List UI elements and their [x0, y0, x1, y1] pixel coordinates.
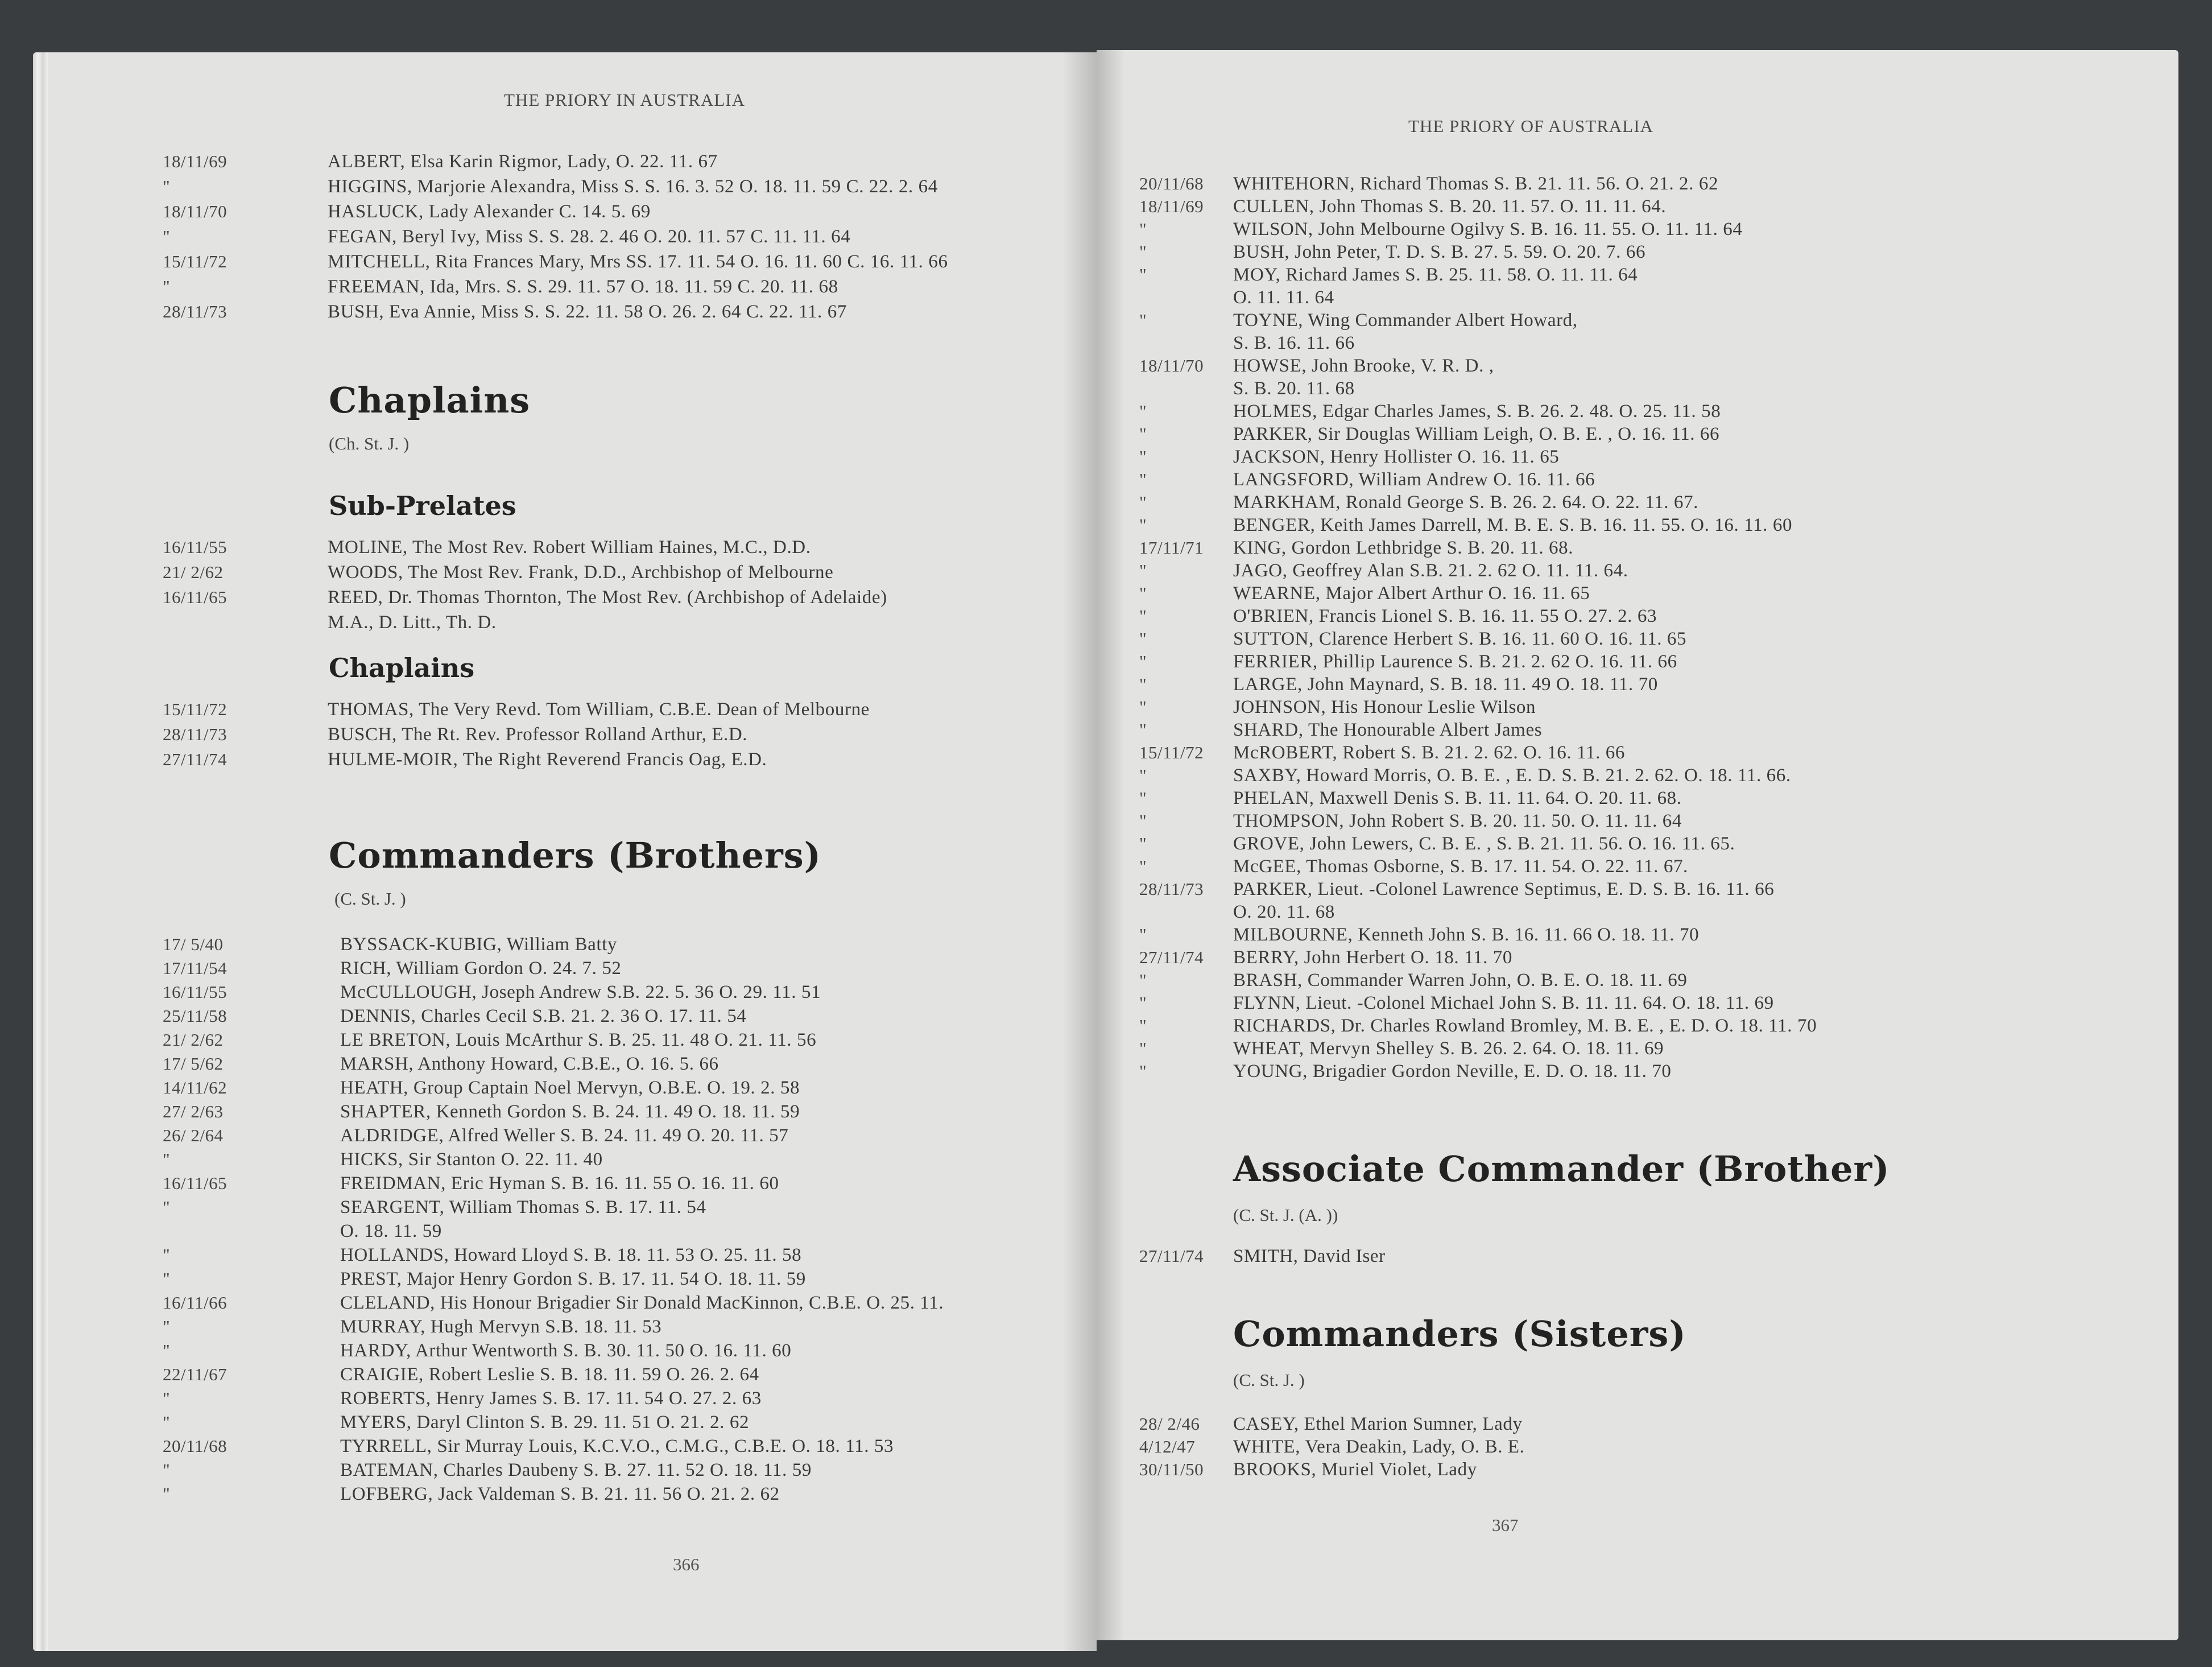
entry-date: ": [1139, 1016, 1147, 1035]
entry-text: BUSH, Eva Annie, Miss S. S. 22. 11. 58 O. 26. 2. 64 C. 22. 11. 67: [328, 302, 847, 322]
entry-text: SHARD, The Honourable Albert James: [1233, 720, 1543, 740]
entry-text: M.A., D. Litt., Th. D.: [328, 612, 497, 633]
entry-text: CRAIGIE, Robert Leslie S. B. 18. 11. 59 O. 26. 2. 64: [340, 1364, 759, 1385]
entry-date: 28/11/73: [163, 724, 228, 744]
entry-date: ": [1139, 401, 1147, 421]
entry-date: ": [1139, 219, 1147, 239]
entry-text: RICHARDS, Dr. Charles Rowland Bromley, M. B. E. , E. D. O. 18. 11. 70: [1233, 1016, 1817, 1036]
entry-date: 16/11/55: [163, 982, 228, 1002]
entry-text: ALDRIDGE, Alfred Weller S. B. 24. 11. 49 O. 20. 11. 57: [340, 1125, 789, 1146]
entry-date: ": [163, 1388, 171, 1408]
entry-text: S. B. 20. 11. 68: [1233, 378, 1355, 399]
entry-date: ": [1139, 560, 1147, 580]
entry-date: 18/11/70: [163, 201, 228, 221]
entry-date: 15/11/72: [163, 251, 228, 271]
entry-text: SEARGENT, William Thomas S. B. 17. 11. 54: [340, 1197, 706, 1218]
entry-text: ROBERTS, Henry James S. B. 17. 11. 54 O. 27. 2. 63: [340, 1388, 762, 1409]
entry-text: PARKER, Sir Douglas William Leigh, O. B. E. , O. 16. 11. 66: [1233, 424, 1720, 444]
entry-text: BUSCH, The Rt. Rev. Professor Rolland Arthur, E.D.: [328, 724, 748, 745]
entry-text: MURRAY, Hugh Mervyn S.B. 18. 11. 53: [340, 1317, 662, 1337]
gutter-shadow: [1097, 50, 1125, 1640]
chaplains-subtitle: (Ch. St. J. ): [329, 434, 410, 453]
entry-date: 28/ 2/46: [1139, 1414, 1200, 1434]
entry-text: O. 20. 11. 68: [1233, 902, 1335, 922]
entry-date: ": [163, 277, 171, 296]
entry-date: ": [1139, 697, 1147, 717]
entry-text: PHELAN, Maxwell Denis S. B. 11. 11. 64. O. 20. 11. 68.: [1233, 788, 1682, 808]
entry-date: ": [1139, 674, 1147, 694]
gutter-shadow: [1062, 52, 1097, 1651]
associate-commander-subtitle: (C. St. J. (A. )): [1233, 1205, 1338, 1225]
entry-text: LOFBERG, Jack Valdeman S. B. 21. 11. 56 O. 21. 2. 62: [340, 1484, 780, 1504]
entry-text: McROBERT, Robert S. B. 21. 2. 62. O. 16. 11. 66: [1233, 742, 1625, 763]
entry-date: 25/11/58: [163, 1006, 228, 1026]
entry-text: CASEY, Ethel Marion Sumner, Lady: [1233, 1414, 1523, 1434]
right-page: [1097, 50, 2178, 1640]
entry-text: JOHNSON, His Honour Leslie Wilson: [1233, 697, 1536, 717]
entry-text: CULLEN, John Thomas S. B. 20. 11. 57. O. 11. 11. 64.: [1233, 196, 1667, 217]
chaplains-list-heading: Chaplains: [329, 653, 475, 683]
entry-date: 27/ 2/63: [163, 1101, 224, 1121]
entry-text: TYRRELL, Sir Murray Louis, K.C.V.O., C.M.G., C.B.E. O. 18. 11. 53: [340, 1436, 894, 1456]
entry-date: ": [1139, 492, 1147, 512]
commanders-brothers-heading: Commanders (Brothers): [329, 835, 821, 876]
entry-date: ": [163, 176, 171, 196]
entry-date: 15/11/72: [163, 699, 228, 719]
entry-text: HOLLANDS, Howard Lloyd S. B. 18. 11. 53 O. 25. 11. 58: [340, 1245, 802, 1265]
entry-text: HICKS, Sir Stanton O. 22. 11. 40: [340, 1149, 603, 1170]
entry-text: WEARNE, Major Albert Arthur O. 16. 11. 65: [1233, 583, 1590, 604]
page-number: 367: [1492, 1515, 1519, 1535]
entry-date: ": [1139, 970, 1147, 990]
chaplains-heading: Chaplains: [329, 379, 531, 421]
left-page: [33, 52, 1097, 1651]
entry-text: BERRY, John Herbert O. 18. 11. 70: [1233, 947, 1512, 968]
entry-date: 22/11/67: [163, 1364, 228, 1384]
entry-text: McGEE, Thomas Osborne, S. B. 17. 11. 54. O. 22. 11. 67.: [1233, 856, 1688, 877]
entry-date: ": [1139, 447, 1147, 467]
entry-date: ": [1139, 651, 1147, 671]
entry-date: ": [1139, 856, 1147, 876]
entry-date: ": [163, 1197, 171, 1217]
entry-date: 4/12/47: [1139, 1437, 1196, 1456]
entry-text: WHEAT, Mervyn Shelley S. B. 26. 2. 64. O. 18. 11. 69: [1233, 1038, 1664, 1059]
entry-text: SUTTON, Clarence Herbert S. B. 16. 11. 60 O. 16. 11. 65: [1233, 629, 1687, 649]
entry-date: 28/11/73: [1139, 879, 1204, 899]
entry-date: 16/11/65: [163, 587, 228, 607]
entry-text: McCULLOUGH, Joseph Andrew S.B. 22. 5. 36 O. 29. 11. 51: [340, 982, 821, 1002]
running-head: THE PRIORY IN AUSTRALIA: [504, 90, 746, 110]
entry-date: 30/11/50: [1139, 1459, 1204, 1479]
entry-date: ": [1139, 1038, 1147, 1058]
entry-date: ": [163, 226, 171, 246]
entry-date: ": [1139, 469, 1147, 489]
entry-text: HOLMES, Edgar Charles James, S. B. 26. 2. 48. O. 25. 11. 58: [1233, 401, 1721, 422]
page-number: 366: [673, 1554, 700, 1574]
entry-text: MITCHELL, Rita Frances Mary, Mrs SS. 17. 11. 54 O. 16. 11. 60 C. 16. 11. 66: [328, 251, 948, 272]
entry-text: O. 11. 11. 64: [1233, 287, 1334, 308]
entry-date: ": [163, 1460, 171, 1480]
entry-text: YOUNG, Brigadier Gordon Neville, E. D. O. 18. 11. 70: [1233, 1061, 1672, 1082]
entry-text: FEGAN, Beryl Ivy, Miss S. S. 28. 2. 46 O. 20. 11. 57 C. 11. 11. 64: [328, 226, 851, 247]
entry-date: ": [1139, 720, 1147, 740]
entry-date: 17/ 5/62: [163, 1054, 224, 1074]
entry-date: 14/11/62: [163, 1078, 228, 1097]
entry-text: MARSH, Anthony Howard, C.B.E., O. 16. 5. 66: [340, 1054, 719, 1074]
page-edge: [33, 52, 48, 1651]
entry-date: 21/ 2/62: [163, 1030, 224, 1050]
subprelates-heading: Sub-Prelates: [329, 490, 516, 521]
entry-text: FREIDMAN, Eric Hyman S. B. 16. 11. 55 O. 16. 11. 60: [340, 1173, 779, 1194]
entry-date: 16/11/66: [163, 1293, 228, 1313]
entry-text: THOMAS, The Very Revd. Tom William, C.B.E. Dean of Melbourne: [328, 699, 870, 720]
entry-text: HASLUCK, Lady Alexander C. 14. 5. 69: [328, 201, 651, 222]
entry-date: 17/11/54: [163, 958, 228, 978]
running-head: THE PRIORY OF AUSTRALIA: [1408, 116, 1653, 136]
entry-text: BYSSACK-KUBIG, William Batty: [340, 934, 617, 955]
entry-text: REED, Dr. Thomas Thornton, The Most Rev. (Archbishop of Adelaide): [328, 587, 887, 608]
entry-text: S. B. 16. 11. 66: [1233, 333, 1355, 353]
entry-date: ": [163, 1484, 171, 1504]
entry-text: BENGER, Keith James Darrell, M. B. E. S. B. 16. 11. 55. O. 16. 11. 60: [1233, 515, 1793, 535]
entry-text: GROVE, John Lewers, C. B. E. , S. B. 21. 11. 56. O. 16. 11. 65.: [1233, 834, 1735, 854]
commanders-sisters-subtitle: (C. St. J. ): [1233, 1370, 1305, 1390]
entry-text: HIGGINS, Marjorie Alexandra, Miss S. S. 16. 3. 52 O. 18. 11. 59 C. 22. 2. 64: [328, 176, 938, 197]
entry-date: ": [1139, 424, 1147, 444]
entry-date: ": [1139, 1061, 1147, 1081]
entry-date: 18/11/70: [1139, 356, 1204, 376]
entry-date: 21/ 2/62: [163, 562, 224, 582]
entry-text: MARKHAM, Ronald George S. B. 26. 2. 64. O. 22. 11. 67.: [1233, 492, 1698, 513]
associate-commander-heading: Associate Commander (Brother): [1233, 1148, 1890, 1190]
entry-date: ": [163, 1269, 171, 1289]
entry-text: BRASH, Commander Warren John, O. B. E. O. 18. 11. 69: [1233, 970, 1688, 991]
entry-text: SMITH, David Iser: [1233, 1246, 1386, 1266]
entry-text: DENNIS, Charles Cecil S.B. 21. 2. 36 O. 17. 11. 54: [340, 1006, 747, 1026]
entry-text: ALBERT, Elsa Karin Rigmor, Lady, O. 22. 11. 67: [328, 151, 718, 172]
entry-text: JAGO, Geoffrey Alan S.B. 21. 2. 62 O. 11. 11. 64.: [1233, 560, 1628, 581]
entry-date: 27/11/74: [1139, 947, 1204, 967]
entry-text: BATEMAN, Charles Daubeny S. B. 27. 11. 52 O. 18. 11. 59: [340, 1460, 812, 1480]
entry-date: 17/ 5/40: [163, 934, 224, 954]
entry-text: MILBOURNE, Kenneth John S. B. 16. 11. 66 O. 18. 11. 70: [1233, 925, 1700, 945]
entry-date: ": [1139, 765, 1147, 785]
entry-date: 16/11/65: [163, 1173, 228, 1193]
entry-date: 18/11/69: [163, 151, 228, 171]
entry-date: ": [1139, 811, 1147, 831]
entry-date: 26/ 2/64: [163, 1125, 224, 1145]
entry-date: ": [1139, 993, 1147, 1013]
entry-text: LANGSFORD, William Andrew O. 16. 11. 66: [1233, 469, 1595, 490]
entry-date: ": [1139, 925, 1147, 944]
entry-text: SAXBY, Howard Morris, O. B. E. , E. D. S. B. 21. 2. 62. O. 18. 11. 66.: [1233, 765, 1791, 786]
entry-text: LARGE, John Maynard, S. B. 18. 11. 49 O. 18. 11. 70: [1233, 674, 1658, 695]
entry-text: MOY, Richard James S. B. 25. 11. 58. O. 11. 11. 64: [1233, 265, 1638, 285]
entry-date: 17/11/71: [1139, 538, 1204, 558]
entry-date: 20/11/68: [1139, 174, 1204, 193]
entry-date: ": [1139, 583, 1147, 603]
entry-date: ": [163, 1340, 171, 1360]
entry-date: 18/11/69: [1139, 196, 1204, 216]
entry-text: CLELAND, His Honour Brigadier Sir Donald MacKinnon, C.B.E. O. 25. 11.: [340, 1293, 944, 1313]
entry-date: 28/11/73: [163, 302, 228, 321]
entry-date: ": [1139, 788, 1147, 808]
entry-date: 16/11/55: [163, 537, 228, 557]
entry-text: LE BRETON, Louis McArthur S. B. 25. 11. 48 O. 21. 11. 56: [340, 1030, 817, 1050]
entry-text: O'BRIEN, Francis Lionel S. B. 16. 11. 55 O. 27. 2. 63: [1233, 606, 1657, 626]
entry-date: 15/11/72: [1139, 742, 1204, 762]
entry-text: TOYNE, Wing Commander Albert Howard,: [1233, 310, 1578, 331]
entry-text: MOLINE, The Most Rev. Robert William Haines, M.C., D.D.: [328, 537, 811, 558]
entry-text: HARDY, Arthur Wentworth S. B. 30. 11. 50 O. 16. 11. 60: [340, 1340, 792, 1361]
entry-date: ": [1139, 310, 1147, 330]
entry-text: THOMPSON, John Robert S. B. 20. 11. 50. O. 11. 11. 64: [1233, 811, 1682, 831]
entry-date: ": [163, 1412, 171, 1432]
entry-date: ": [163, 1149, 171, 1169]
entry-date: ": [1139, 265, 1147, 284]
entry-text: KING, Gordon Lethbridge S. B. 20. 11. 68.: [1233, 538, 1574, 558]
entry-text: FERRIER, Phillip Laurence S. B. 21. 2. 62 O. 16. 11. 66: [1233, 651, 1677, 672]
entry-text: MYERS, Daryl Clinton S. B. 29. 11. 51 O. 21. 2. 62: [340, 1412, 750, 1433]
entry-text: PREST, Major Henry Gordon S. B. 17. 11. 54 O. 18. 11. 59: [340, 1269, 806, 1289]
entry-text: BUSH, John Peter, T. D. S. B. 27. 5. 59. O. 20. 7. 66: [1233, 242, 1646, 262]
entry-text: BROOKS, Muriel Violet, Lady: [1233, 1459, 1477, 1480]
entry-date: ": [1139, 629, 1147, 649]
entry-text: WILSON, John Melbourne Ogilvy S. B. 16. 11. 55. O. 11. 11. 64: [1233, 219, 1743, 240]
entry-text: SHAPTER, Kenneth Gordon S. B. 24. 11. 49 O. 18. 11. 59: [340, 1101, 800, 1122]
entry-date: ": [1139, 515, 1147, 535]
entry-date: ": [1139, 834, 1147, 853]
entry-text: O. 18. 11. 59: [340, 1221, 442, 1241]
entry-date: ": [163, 1245, 171, 1265]
entry-text: WOODS, The Most Rev. Frank, D.D., Archbishop of Melbourne: [328, 562, 834, 583]
entry-date: ": [163, 1317, 171, 1336]
entry-text: HOWSE, John Brooke, V. R. D. ,: [1233, 356, 1494, 376]
entry-text: HEATH, Group Captain Noel Mervyn, O.B.E. O. 19. 2. 58: [340, 1078, 800, 1098]
entry-date: 27/11/74: [1139, 1246, 1204, 1266]
entry-text: JACKSON, Henry Hollister O. 16. 11. 65: [1233, 447, 1560, 467]
entry-date: ": [1139, 242, 1147, 262]
entry-text: WHITE, Vera Deakin, Lady, O. B. E.: [1233, 1437, 1525, 1457]
entry-date: ": [1139, 606, 1147, 626]
entry-text: RICH, William Gordon O. 24. 7. 52: [340, 958, 622, 979]
entry-date: 20/11/68: [163, 1436, 228, 1456]
commanders-brothers-subtitle: (C. St. J. ): [334, 889, 406, 909]
entry-text: FREEMAN, Ida, Mrs. S. S. 29. 11. 57 O. 18. 11. 59 C. 20. 11. 68: [328, 277, 838, 297]
entry-date: 27/11/74: [163, 749, 228, 769]
entry-text: PARKER, Lieut. -Colonel Lawrence Septimus, E. D. S. B. 16. 11. 66: [1233, 879, 1775, 899]
commanders-sisters-heading: Commanders (Sisters): [1233, 1313, 1686, 1355]
entry-text: FLYNN, Lieut. -Colonel Michael John S. B. 11. 11. 64. O. 18. 11. 69: [1233, 993, 1774, 1013]
entry-text: WHITEHORN, Richard Thomas S. B. 21. 11. 56. O. 21. 2. 62: [1233, 174, 1719, 194]
entry-text: HULME-MOIR, The Right Reverend Francis Oag, E.D.: [328, 749, 767, 770]
